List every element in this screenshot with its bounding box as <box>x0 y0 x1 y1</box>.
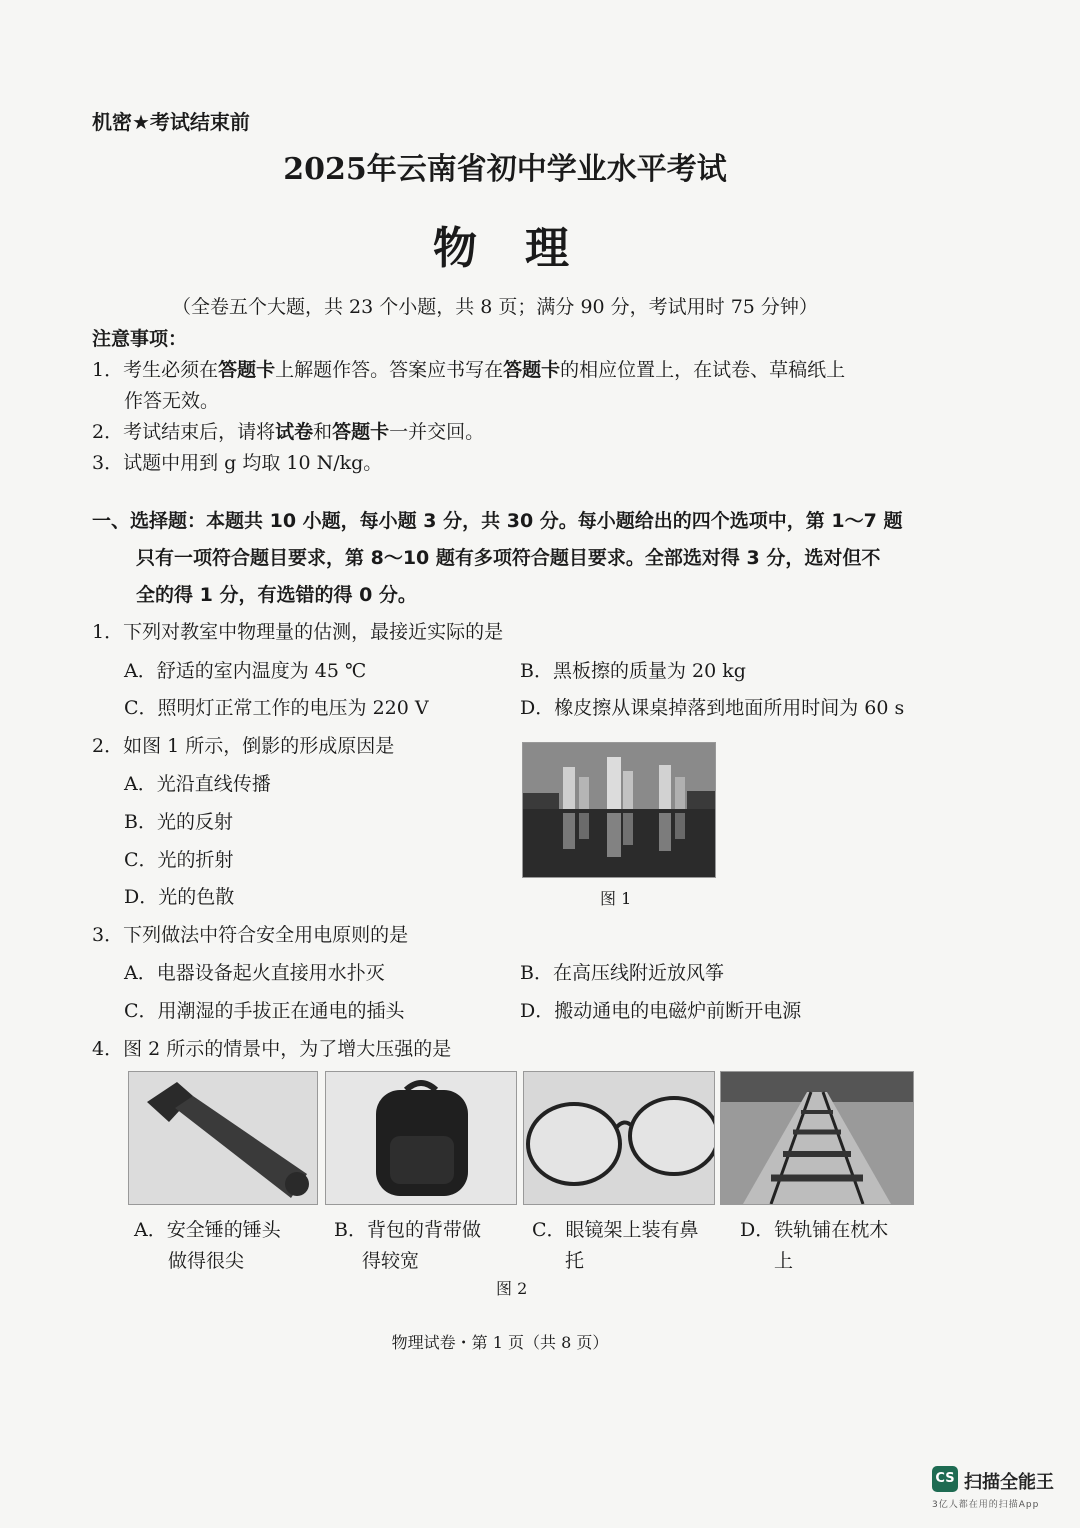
section1-line-3: 全的得 1 分，有选错的得 0 分。 <box>136 584 417 606</box>
q3-option-c: C．用潮湿的手拔正在通电的插头 <box>124 1000 405 1022</box>
camscanner-watermark <box>932 1466 1062 1514</box>
q3-option-b: B．在高压线附近放风筝 <box>520 962 724 984</box>
q2-option-d: D．光的色散 <box>124 886 235 908</box>
figure-2-caption: 图 2 <box>496 1279 528 1298</box>
q4-option-d-line1: D．铁轨铺在枕木 <box>740 1219 889 1241</box>
q4-stem: 4．图 2 所示的情景中，为了增大压强的是 <box>92 1038 452 1060</box>
subject-char-2: 理 <box>525 223 577 274</box>
camscanner-logo-icon: CS <box>932 1466 958 1492</box>
exam-info: （全卷五个大题，共 23 个小题，共 8 页；满分 90 分，考试用时 75 分钟） <box>172 296 818 318</box>
subject-char-1: 物 <box>433 223 485 274</box>
watermark-app-name: 扫描全能王 <box>964 1472 1054 1493</box>
figure-2d-rail-photo <box>720 1071 914 1205</box>
city-reflection-image <box>523 743 715 877</box>
section1-line-2: 只有一项符合题目要求，第 8～10 题有多项符合题目要求。全部选对得 3 分，选对但不 <box>136 547 881 569</box>
q3-option-d: D．搬动通电的电磁炉前断开电源 <box>520 1000 802 1022</box>
q3-option-a: A．电器设备起火直接用水扑灭 <box>124 962 385 984</box>
figure-2b-backpack-photo <box>325 1071 517 1205</box>
section1-line-1: 一、选择题：本题共 10 小题，每小题 3 分，共 30 分。每小题给出的四个选项中，第 1～7 题 <box>92 510 903 532</box>
q1-option-d: D．橡皮擦从课桌掉落到地面所用时间为 60 s <box>520 697 905 719</box>
q1-option-a: A．舒适的室内温度为 45 ℃ <box>124 660 367 682</box>
notice-item-3: 3．试题中用到 g 均取 10 N/kg。 <box>92 452 383 474</box>
backpack-image <box>326 1072 516 1204</box>
confidential-label: 机密★考试结束前 <box>92 110 250 134</box>
q4-option-b-line2: 得较宽 <box>362 1250 420 1272</box>
exam-title: 2025年云南省初中学业水平考试 <box>283 152 727 187</box>
page-footer: 物理试卷・第 1 页（共 8 页） <box>391 1333 609 1352</box>
figure-1-caption: 图 1 <box>600 889 632 908</box>
q4-option-a-line1: A．安全锤的锤头 <box>134 1219 281 1241</box>
notice-item-1: 1．考生必须在答题卡上解题作答。答案应书写在答题卡的相应位置上，在试卷、草稿纸上 <box>92 359 846 381</box>
notice-item-1-cont: 作答无效。 <box>124 390 220 412</box>
q4-option-b-line1: B．背包的背带做 <box>334 1219 481 1241</box>
q1-option-b: B．黑板擦的质量为 20 kg <box>520 660 746 682</box>
watermark-slogan: 3亿人都在用的扫描App <box>932 1500 1040 1510</box>
q2-option-b: B．光的反射 <box>124 811 233 833</box>
notice-heading: 注意事项： <box>92 328 188 350</box>
q4-option-c-line2: 托 <box>565 1250 585 1272</box>
q4-option-d-line2: 上 <box>774 1250 794 1272</box>
safety-hammer-image <box>129 1072 317 1204</box>
figure-2c-glasses-photo <box>523 1071 715 1205</box>
q2-stem: 2．如图 1 所示，倒影的形成原因是 <box>92 735 395 757</box>
q2-option-a: A．光沿直线传播 <box>124 773 271 795</box>
q1-stem: 1．下列对教室中物理量的估测，最接近实际的是 <box>92 621 504 643</box>
figure-2a-hammer-photo <box>128 1071 318 1205</box>
railway-track-image <box>721 1072 913 1204</box>
glasses-image <box>524 1072 714 1204</box>
figure-1-reflection-photo <box>522 742 716 878</box>
q4-option-c-line1: C．眼镜架上装有鼻 <box>532 1219 699 1241</box>
notice-item-2: 2．考试结束后，请将试卷和答题卡一并交回。 <box>92 421 485 443</box>
subject-title <box>0 212 1010 276</box>
q1-option-c: C．照明灯正常工作的电压为 220 V <box>124 697 429 719</box>
q2-option-c: C．光的折射 <box>124 849 234 871</box>
q4-option-a-line2: 做得很尖 <box>168 1250 245 1272</box>
q3-stem: 3．下列做法中符合安全用电原则的是 <box>92 924 409 946</box>
